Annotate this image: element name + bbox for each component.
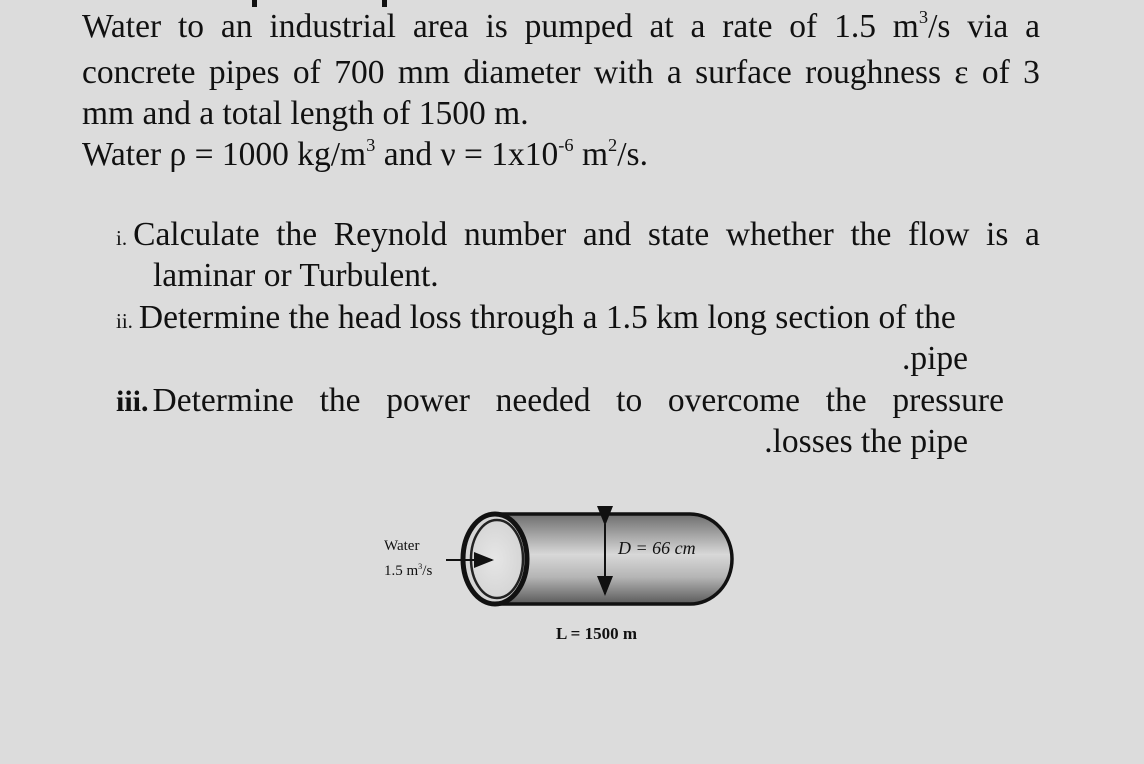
word: the bbox=[319, 382, 361, 419]
word: Reynold bbox=[333, 216, 448, 253]
word: concrete bbox=[82, 54, 196, 91]
intro-line-2 bbox=[82, 52, 1040, 93]
word: 1.5 bbox=[834, 8, 876, 45]
word: diameter bbox=[463, 54, 581, 91]
unit-exponent: 3 bbox=[918, 7, 929, 28]
question-number: ii. bbox=[116, 309, 133, 333]
word: flow bbox=[908, 216, 970, 253]
flow-rate-unit bbox=[893, 6, 951, 52]
word: a bbox=[666, 54, 682, 91]
word: to bbox=[616, 382, 643, 419]
viscosity-unit-exponent: 2 bbox=[608, 135, 618, 156]
flow-rate-exponent: 3 bbox=[418, 561, 423, 571]
word: power bbox=[386, 382, 470, 419]
word: state bbox=[647, 216, 710, 253]
word: a bbox=[690, 8, 706, 45]
word: of bbox=[789, 8, 818, 45]
word: and bbox=[582, 216, 632, 253]
word: ε bbox=[954, 54, 969, 91]
problem-statement bbox=[82, 6, 1042, 180]
word: with bbox=[593, 54, 654, 91]
word: a bbox=[1025, 8, 1040, 45]
word: Determine bbox=[152, 382, 294, 419]
word: roughness bbox=[805, 54, 942, 91]
word: the bbox=[850, 216, 892, 253]
word: to bbox=[178, 8, 205, 45]
question-2-text: Determine the head loss through a 1.5 km long section of the bbox=[138, 299, 956, 336]
viscosity-unit: m bbox=[573, 136, 609, 173]
viscosity-exponent: -6 bbox=[558, 135, 574, 156]
word: pumped bbox=[524, 8, 633, 45]
intro-line-4 bbox=[82, 134, 1042, 180]
flow-rate-unit: /s bbox=[422, 563, 433, 579]
pipe-body bbox=[495, 514, 732, 604]
word: rate bbox=[722, 8, 773, 45]
question-3-line-1 bbox=[116, 380, 1004, 422]
density-exponent: 3 bbox=[366, 135, 376, 156]
word: at bbox=[649, 8, 674, 45]
word: the bbox=[825, 382, 867, 419]
word: pressure bbox=[892, 382, 1004, 419]
word: industrial bbox=[269, 8, 396, 45]
diameter-label: D = 66 cm bbox=[618, 538, 696, 558]
unit-base: m bbox=[892, 8, 919, 45]
word: is bbox=[986, 216, 1009, 253]
viscosity-unit-tail: /s. bbox=[617, 136, 648, 173]
word: 700 bbox=[334, 54, 385, 91]
word: of bbox=[292, 54, 321, 91]
word: surface bbox=[695, 54, 792, 91]
flow-rate-label bbox=[384, 563, 432, 580]
word: mm bbox=[397, 54, 450, 91]
question-3-text bbox=[116, 380, 294, 422]
word: is bbox=[485, 8, 508, 45]
word: pipes bbox=[208, 54, 280, 91]
question-2-line-1 bbox=[116, 297, 956, 342]
word: Water bbox=[82, 8, 162, 45]
question-1-text bbox=[116, 214, 260, 259]
question-2-line-2: .pipe bbox=[901, 340, 968, 377]
word: whether bbox=[725, 216, 834, 253]
word: needed bbox=[495, 382, 591, 419]
intro-line-3: mm and a total length of 1500 m. bbox=[82, 95, 529, 132]
pipe-diagram bbox=[360, 500, 760, 660]
word: of bbox=[981, 54, 1010, 91]
word: the bbox=[276, 216, 318, 253]
length-label: L = 1500 m bbox=[556, 624, 637, 643]
word: Calculate bbox=[133, 216, 260, 253]
word: a bbox=[1025, 216, 1040, 253]
flow-rate-value: 1.5 m bbox=[384, 563, 419, 579]
question-3-line-2: .losses the pipe bbox=[764, 423, 968, 460]
question-1-line-2: laminar or Turbulent. bbox=[153, 257, 439, 294]
viscosity-text: and ν = 1x10 bbox=[375, 136, 559, 173]
word: area bbox=[412, 8, 469, 45]
unit-tail: /s bbox=[928, 8, 951, 45]
inlet-label: Water bbox=[384, 538, 420, 554]
question-1-line-1 bbox=[116, 214, 1040, 259]
word: number bbox=[463, 216, 567, 253]
intro-line-1 bbox=[82, 6, 1040, 52]
word: overcome bbox=[667, 382, 800, 419]
question-number: i. bbox=[116, 226, 128, 250]
density-text: Water ρ = 1000 kg/m bbox=[82, 136, 367, 173]
word: an bbox=[220, 8, 253, 45]
word: via bbox=[967, 8, 1009, 45]
question-number: iii. bbox=[116, 385, 149, 418]
word: 3 bbox=[1023, 54, 1040, 91]
